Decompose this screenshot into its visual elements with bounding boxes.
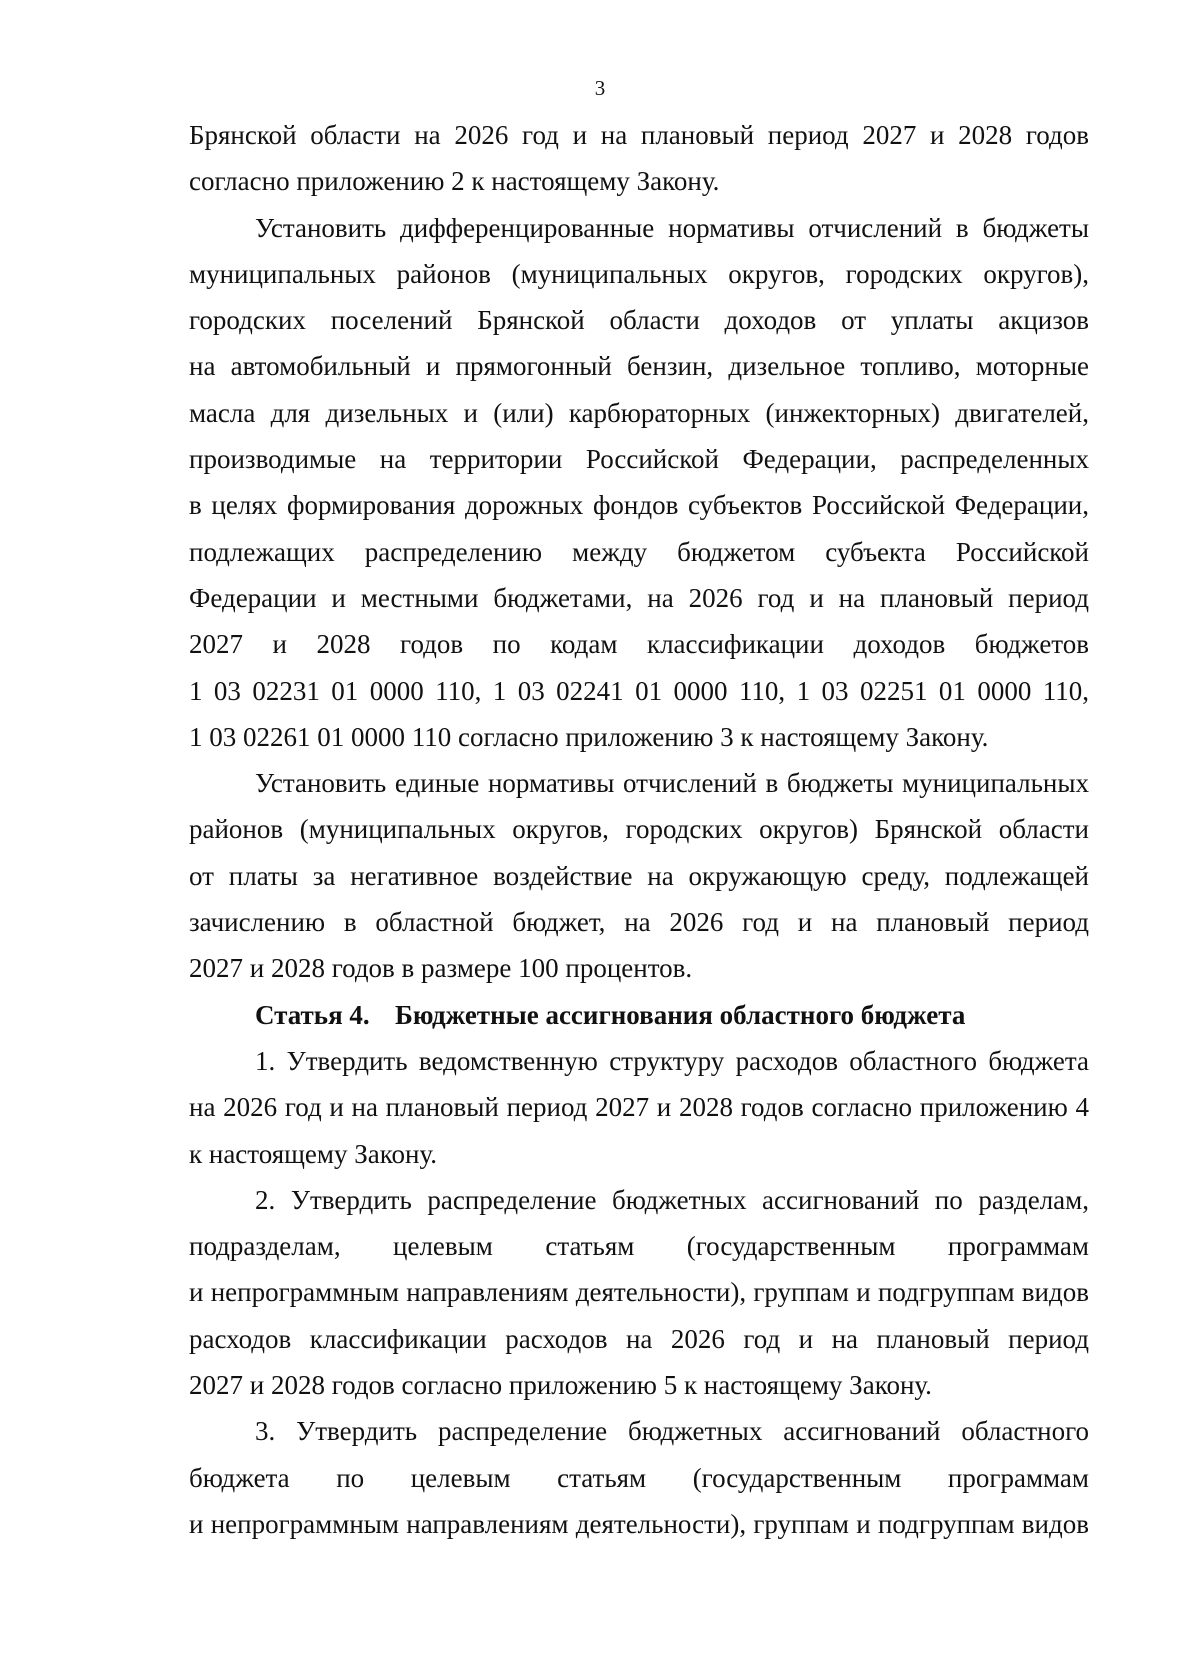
- text-line: Установить дифференцированные нормативы отчислений в бюджеты: [255, 212, 1089, 243]
- article-title: Бюджетные ассигнования областного бюджета: [395, 999, 966, 1030]
- text-line: производимые на территории Российской Федерации, распределенных: [189, 444, 1089, 475]
- paragraph-continuation: [189, 112, 1089, 205]
- paragraph-environment-fee: [189, 760, 1089, 991]
- article-item-2: [189, 1177, 1089, 1408]
- text-line: подлежащих распределению между бюджетом субъекта Российской: [189, 536, 1089, 567]
- text-line: на 2026 год и на плановый период 2027 и 2028 годов согласно приложению 4: [189, 1092, 1089, 1123]
- text-line: 1 03 02231 01 0000 110, 1 03 02241 01 0000 110, 1 03 02251 01 0000 110,: [189, 675, 1089, 706]
- text-line: к настоящему Закону.: [189, 1138, 437, 1169]
- text-line: на автомобильный и прямогонный бензин, дизельное топливо, моторные: [189, 351, 1089, 382]
- text-line: в целях формирования дорожных фондов субъектов Российской Федерации,: [189, 490, 1089, 521]
- article-item-1: [189, 1038, 1089, 1177]
- text-line: и непрограммным направлениям деятельности), группам и подгруппам видов: [189, 1277, 1089, 1308]
- text-line: 2027 и 2028 годов в размере 100 процентов.: [189, 953, 693, 984]
- text-line: и непрограммным направлениям деятельности), группам и подгруппам видов: [189, 1508, 1089, 1539]
- text-line: Брянской области на 2026 год и на плановый период 2027 и 2028 годов: [189, 120, 1089, 150]
- document-body: [189, 112, 1089, 1547]
- page-number: 3: [594, 76, 606, 100]
- article-heading: [189, 992, 1089, 1038]
- text-line: 1 03 02261 01 0000 110 согласно приложению 3 к настоящему Закону.: [189, 721, 989, 752]
- text-line: подразделам, целевым статьям (государственным программам: [189, 1231, 1089, 1262]
- text-line: масла для дизельных и (или) карбюраторных (инжекторных) двигателей,: [189, 397, 1089, 428]
- article-number: Статья 4.: [255, 999, 370, 1030]
- text-line: 3. Утвердить распределение бюджетных ассигнований областного: [255, 1416, 1089, 1447]
- text-line: 1. Утвердить ведомственную структуру расходов областного бюджета: [255, 1045, 1089, 1076]
- text-line: Федерации и местными бюджетами, на 2026 год и на плановый период: [189, 582, 1089, 613]
- text-line: районов (муниципальных округов, городских округов) Брянской области: [189, 814, 1089, 845]
- text-line: бюджета по целевым статьям (государственным программам: [189, 1462, 1089, 1493]
- text-line: городских поселений Брянской области доходов от уплаты акцизов: [189, 305, 1089, 336]
- paragraph-excise-norms: [189, 205, 1089, 761]
- text-line: согласно приложению 2 к настоящему Закону.: [189, 166, 720, 197]
- article-item-3: [189, 1408, 1089, 1547]
- text-line: зачислению в областной бюджет, на 2026 год и на плановый период: [189, 907, 1089, 938]
- text-line: от платы за негативное воздействие на окружающую среду, подлежащей: [189, 860, 1089, 891]
- text-line: муниципальных районов (муниципальных округов, городских округов),: [189, 258, 1089, 289]
- text-line: 2027 и 2028 годов по кодам классификации доходов бюджетов: [189, 629, 1089, 660]
- text-line: Установить единые нормативы отчислений в бюджеты муниципальных: [255, 768, 1089, 799]
- text-line: 2. Утвердить распределение бюджетных ассигнований по разделам,: [255, 1184, 1089, 1215]
- text-line: расходов классификации расходов на 2026 год и на плановый период: [189, 1323, 1089, 1354]
- text-line: 2027 и 2028 годов согласно приложению 5 к настоящему Закону.: [189, 1370, 932, 1401]
